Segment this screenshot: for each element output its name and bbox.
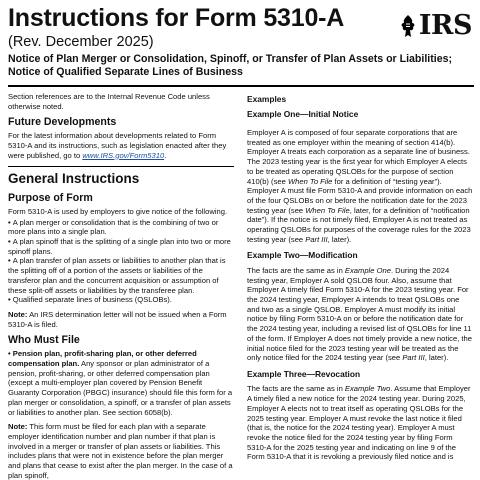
header-divider xyxy=(8,85,474,87)
ex1-b: for a definition of “testing year”). Employer A must file Form 5310-A and provide information on each of the four QSLOBs on or before the notification date for the 2023 testing year (see xyxy=(247,176,473,215)
intro-text: Section references are to the Internal Revenue Code unless otherwise noted. xyxy=(8,92,210,111)
note-determination xyxy=(8,310,234,329)
document-header xyxy=(8,4,474,78)
who-bullet-text: Any sponsor or plan administrator of a pension, profit-sharing, or other deferred compensation plan (except a multi-employer plan covered by Pension Benefit Guaranty Corporation (PBGC) insurance) should file this form for a plan merger or consolidation, a spinoff, or a transfer of plan assets or liabilities to another plan. See section 6058(b). xyxy=(8,359,233,417)
examples-heading: Examples xyxy=(247,94,287,104)
purpose-heading: Purpose of Form xyxy=(8,191,93,204)
future-developments-heading: Future Developments xyxy=(8,116,117,129)
ex2-c: , later). xyxy=(424,353,449,363)
list-item: • Qualified separate lines of business (QSLOBs). xyxy=(8,295,234,305)
future-text: For the latest information about developments related to Form 5310-A and its instructions, such as legislation enacted after they were published, go to xyxy=(8,131,227,160)
list-item: • A plan spinoff that is the splitting of a single plan into two or more spinoff plans. xyxy=(8,237,234,256)
example-one-text xyxy=(247,128,473,244)
example-two-text xyxy=(247,266,473,363)
logo-text: IRS xyxy=(418,10,472,41)
form5310-link[interactable]: www.IRS.gov/Form5310 xyxy=(82,150,165,160)
note-text: An IRS determination letter will not be issued when a Form 5310-A is filed. xyxy=(8,309,227,329)
future-end: . xyxy=(164,150,167,160)
purpose-text: Form 5310-A is used by employers to give notice of the following. xyxy=(8,206,228,216)
ex3-ia: Example Two xyxy=(344,384,391,394)
note-label: Note: xyxy=(8,309,28,319)
section-divider xyxy=(8,166,234,167)
note-filing xyxy=(8,422,234,480)
ex2-b: . During the 2024 testing year, Employer A sold QSLOB four. Also, assume that Employer A timely filed Form 5310-A for the 2023 testing year. For the 2024 testing year, Employer A intends to treat QSLOBs one and two as a single QSLOB. Employer A must modify its initial notice by filing Form 5310-A on or before the notification date for the 2024 testing year, including a revised list of QSLOBs for line 11 of the form. If Employer A does not timely provide a new notice, the initial notice filed for the 2023 testing year will be treated as the only notice filed for the 2024 testing year (see xyxy=(247,265,472,363)
ex2-a: The facts are the same as in xyxy=(247,265,345,275)
example-two-title: Example Two—Modification xyxy=(247,250,358,261)
form-subtitle: Notice of Plan Merger or Consolidation, Spinoff, or Transfer of Plan Assets or Liabilities; Notice of Qualified Separate Lines of Business xyxy=(8,53,453,78)
ex1-d: , later). xyxy=(327,234,352,244)
example-one-title: Example One—Initial Notice xyxy=(247,108,359,119)
ex3-a: The facts are the same as in xyxy=(247,384,345,394)
document-title: Instructions for Form 5310-A xyxy=(8,4,345,32)
general-instructions-heading: General Instructions xyxy=(8,170,140,186)
note-label: Note: xyxy=(8,422,28,432)
example-three-text xyxy=(247,384,473,462)
left-column xyxy=(8,92,234,480)
ex1-c: , later, for a definition of “notification date”). If the notice is not timely filed, Employer A is not treated as operating QSLOBs for purposes of the coverage rules for the 2023 testing year (see xyxy=(247,205,471,244)
ex2-ia: Example One xyxy=(344,265,391,275)
example-three-title: Example Three—Revocation xyxy=(247,368,361,379)
who-must-file-heading: Who Must File xyxy=(8,334,80,347)
ex1-ia: When To File xyxy=(287,176,333,186)
eagle-icon xyxy=(400,14,416,38)
bullet-marker: • xyxy=(8,349,13,359)
ex2-ib: Part III xyxy=(402,353,425,363)
who-must-file-text xyxy=(8,349,234,417)
ex3-b: . Assume that Employer A timely filed a new notice for the 2024 testing year. During 2025, Employer A elects not to treat itself as operating QSLOBs for the 2025 testing year. Employer A must revoke the last notice it filed (that is, the notice for the 2024 testing year). Employer A must revoke the notice filed for the 2024 testing year by filing Form 5310-A for the 2025 testing year and indicating on line 9 of the Form 5310-A that it is revoking a previously filed notice and is xyxy=(247,384,471,462)
irs-logo xyxy=(400,10,472,41)
list-item: • A plan merger or consolidation that is the combining of two or more plans into a single plan. xyxy=(8,218,234,237)
ex1-ib: When To File xyxy=(305,205,350,215)
ex1-a: Employer A is composed of four separate corporations that are treated as one employer within the meaning of section 414(b). Employer A treats each corporation as a separate line of business. The 2023 testing year is the first year for which Employer A elects to be treated as operating QSLOBs for the purpose of section 410(b) (see xyxy=(247,128,470,186)
right-column xyxy=(247,92,473,467)
who-bullet-bold: Pension plan, profit-sharing plan, or other deferred compensation plan. xyxy=(8,349,197,369)
purpose-list xyxy=(8,218,234,305)
future-developments-text xyxy=(8,131,234,160)
ex1-ic: Part III xyxy=(305,234,328,244)
list-item: • A plan transfer of plan assets or liabilities to another plan that is the splitting off of a portion of the assets or liabilities of the transferor plan and the concurrent acquisition or assumption of these split-off assets or liabilities by the transferee plan. xyxy=(8,256,234,295)
note-text: This form must be filed for each plan with a separate employer identification number and plan number if that plan is involved in a merger or transfer of plan assets or liabilities. This includes plans that were not in existence before the plan merger and plans that cease to exist after the plan merger. In the case of a plan spinoff, xyxy=(8,422,233,480)
revision-date: (Rev. December 2025) xyxy=(8,34,154,50)
